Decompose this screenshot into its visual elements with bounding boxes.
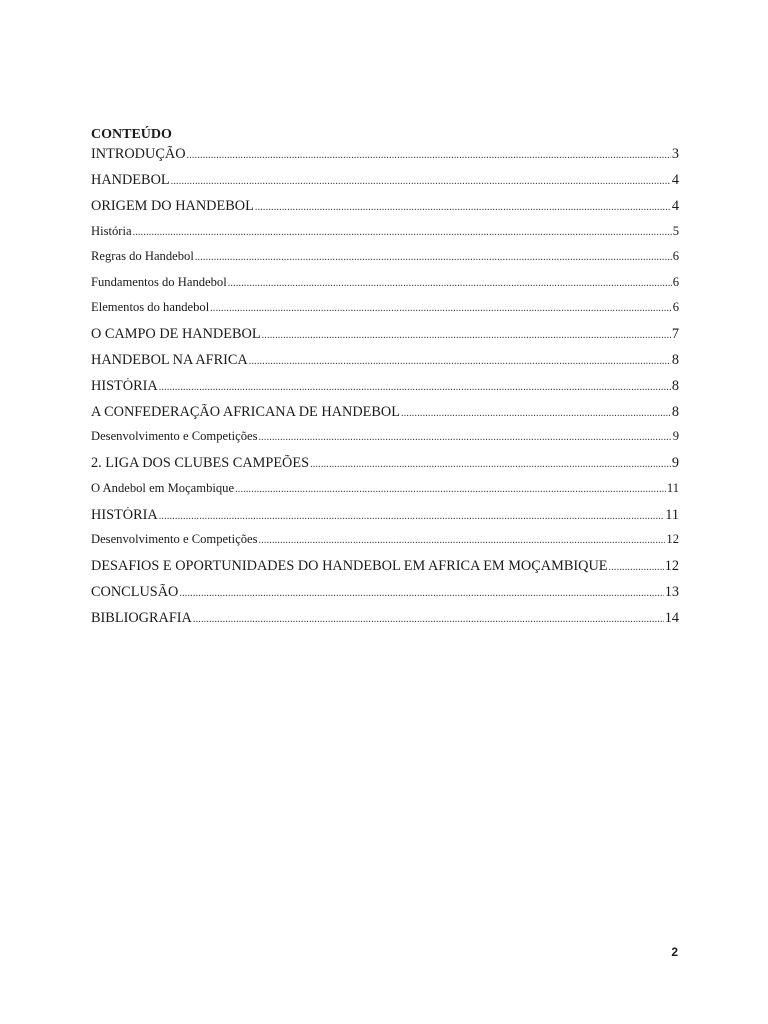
toc-leader-dots <box>210 303 671 314</box>
toc-leader-dots <box>401 408 671 419</box>
toc-entry-label: O Andebol em Moçambique <box>91 481 235 495</box>
toc-entry[interactable] <box>91 275 679 290</box>
toc-entry-label: O CAMPO DE HANDEBOL <box>91 326 261 342</box>
toc-entry-label: ORIGEM DO HANDEBOL <box>91 198 254 214</box>
toc-entry[interactable] <box>91 198 679 215</box>
toc-leader-dots <box>235 484 666 495</box>
toc-entry-label: A CONFEDERAÇÃO AFRICANA DE HANDEBOL <box>91 404 400 420</box>
toc-entry-page: 6 <box>672 249 679 263</box>
toc-entry[interactable] <box>91 146 679 163</box>
toc-leader-dots <box>249 356 671 367</box>
toc-leader-dots <box>187 150 671 161</box>
toc-entry-label: Elementos do handebol <box>91 300 210 314</box>
toc-entry-label: Desenvolvimento e Competições <box>91 532 258 546</box>
toc-leader-dots <box>159 511 665 522</box>
toc-title: CONTEÚDO <box>91 127 172 142</box>
toc-leader-dots <box>255 202 671 213</box>
toc-entry[interactable] <box>91 558 679 575</box>
toc-entry-page: 9 <box>672 429 679 443</box>
toc-entry[interactable] <box>91 172 679 189</box>
toc-entry-label: HANDEBOL NA AFRICA <box>91 352 248 368</box>
toc-entry-page: 4 <box>671 198 679 214</box>
toc-entry[interactable] <box>91 532 679 547</box>
toc-entry-page: 8 <box>671 404 679 420</box>
toc-entry[interactable] <box>91 404 679 421</box>
toc-entry-label: Regras do Handebol <box>91 249 194 263</box>
toc-entry[interactable] <box>91 224 679 239</box>
toc-entry-page: 4 <box>671 172 679 188</box>
toc-entry[interactable] <box>91 507 679 524</box>
toc-leader-dots <box>159 382 671 393</box>
toc-entry-label: HANDEBOL <box>91 172 170 188</box>
toc-entry-page: 12 <box>664 558 679 574</box>
toc-entry-page: 13 <box>664 584 679 600</box>
toc-entry-label: HISTÓRIA <box>91 507 158 523</box>
toc-entry-page: 9 <box>671 455 679 471</box>
toc-entry-label: INTRODUÇÃO <box>91 146 186 162</box>
toc-entry-label: DESAFIOS E OPORTUNIDADES DO HANDEBOL EM AFRICA EM MOÇAMBIQUE <box>91 558 608 574</box>
toc-entry[interactable] <box>91 481 679 496</box>
toc-leader-dots <box>179 588 663 599</box>
toc-leader-dots <box>310 459 671 470</box>
toc-entry-label: Desenvolvimento e Competições <box>91 429 258 443</box>
toc-entry-page: 14 <box>664 610 679 626</box>
toc-leader-dots <box>258 535 665 546</box>
toc-entry-page: 8 <box>671 352 679 368</box>
toc-entry-page: 12 <box>666 532 679 546</box>
toc-entry-page: 8 <box>671 378 679 394</box>
toc-leader-dots <box>171 176 671 187</box>
toc-entry[interactable] <box>91 429 679 444</box>
toc-entry-page: 6 <box>672 300 679 314</box>
toc-entry[interactable] <box>91 455 679 472</box>
toc-entry-label: HISTÓRIA <box>91 378 158 394</box>
toc-entry[interactable] <box>91 326 679 343</box>
toc-entry[interactable] <box>91 378 679 395</box>
toc-entry[interactable] <box>91 584 679 601</box>
toc-entry-page: 11 <box>665 507 679 523</box>
toc-leader-dots <box>258 432 671 443</box>
toc-leader-dots <box>609 562 664 573</box>
toc-entry-label: História <box>91 224 132 238</box>
toc-entry-label: 2. LIGA DOS CLUBES CAMPEÕES <box>91 455 310 471</box>
toc-entry[interactable] <box>91 352 679 369</box>
toc-entry[interactable] <box>91 610 679 627</box>
toc-entry-label: BIBLIOGRAFIA <box>91 610 192 626</box>
page-number: 2 <box>671 945 678 959</box>
toc-entry-label: CONCLUSÃO <box>91 584 179 600</box>
toc-entry-page: 5 <box>672 224 679 238</box>
toc-entry-page: 7 <box>671 326 679 342</box>
toc-entry-label: Fundamentos do Handebol <box>91 275 227 289</box>
toc-entry[interactable] <box>91 300 679 315</box>
toc-entry-page: 3 <box>671 146 679 162</box>
toc-leader-dots <box>228 278 672 289</box>
toc-leader-dots <box>195 252 672 263</box>
toc-entry[interactable] <box>91 249 679 264</box>
toc-leader-dots <box>133 227 672 238</box>
toc-leader-dots <box>193 614 664 625</box>
toc-entry-page: 11 <box>666 481 679 495</box>
toc-leader-dots <box>262 330 671 341</box>
toc-entry-page: 6 <box>672 275 679 289</box>
